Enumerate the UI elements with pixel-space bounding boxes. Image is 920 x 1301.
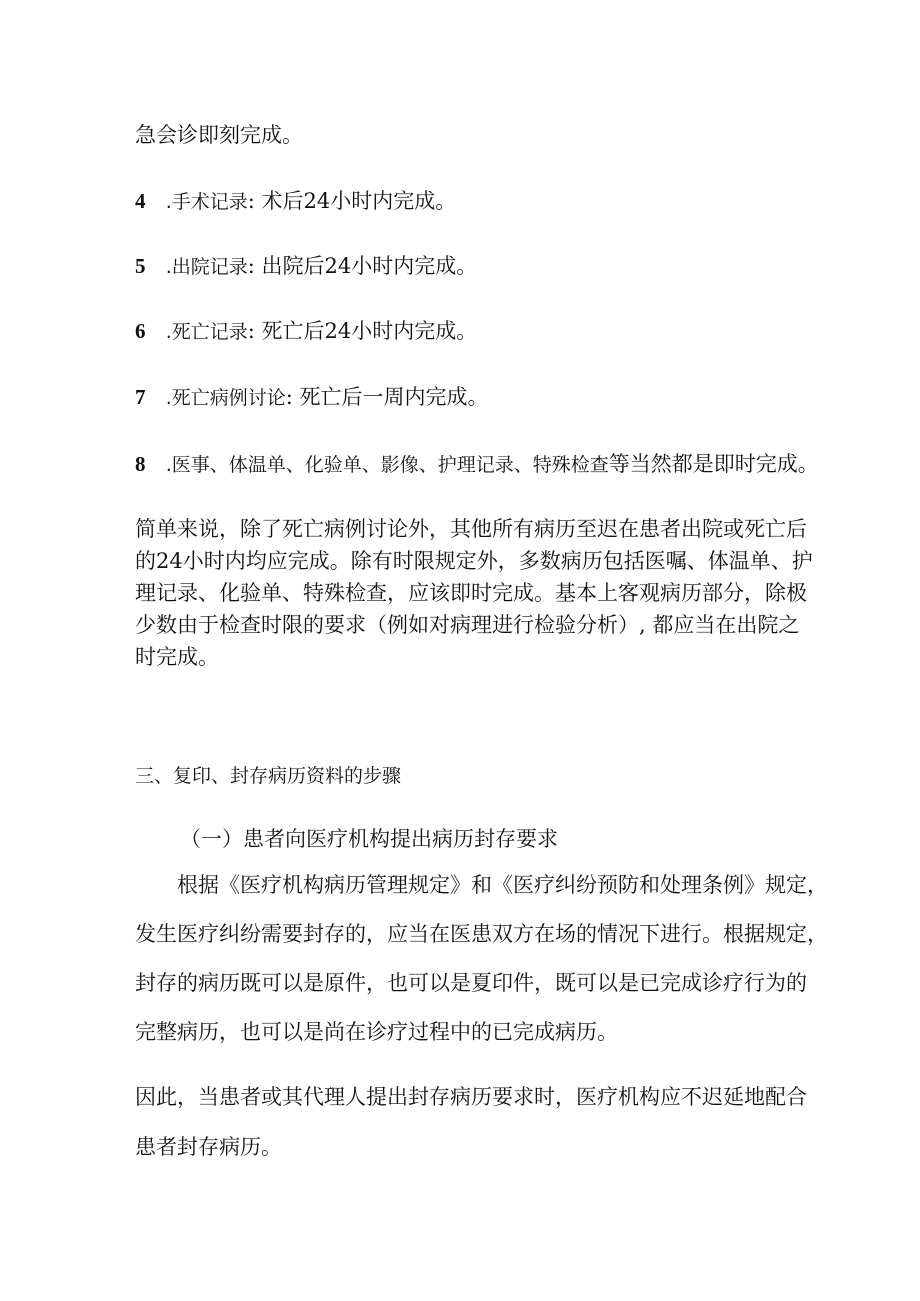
paragraph-line: 因此，当患者或其代理人提出封存病历要求时，医疗机构应不迟延地配合: [135, 1085, 807, 1109]
summary-paragraph: [135, 513, 813, 673]
list-item-number: 7: [135, 385, 146, 409]
list-item-text: 等当然都是即时完成。: [608, 452, 819, 476]
list-item: [135, 253, 477, 280]
list-item-number: 4: [135, 189, 146, 213]
paragraph-line: 少数由于检查时限的要求（例如对病理进行检验分析）, 都应当在出院之: [135, 613, 800, 637]
subsection-heading: （一）患者向医疗机构提出病历封存要求: [180, 827, 558, 851]
list-item-label: .手术记录: [165, 191, 248, 213]
list-item: [135, 188, 456, 215]
list-item-number: 6: [135, 319, 146, 343]
list-item: [135, 451, 819, 478]
list-item-text: : 出院后24小时内完成。: [247, 254, 478, 278]
section-heading: 三、复印、封存病历资料的步骤: [135, 765, 402, 787]
regulation-paragraph: [135, 869, 828, 1065]
paragraph-line: 发生医疗纠纷需要封存的，应当在医患双方在场的情况下进行。根据规定，: [135, 922, 828, 946]
list-item: [135, 318, 477, 345]
list-item-number: 8: [135, 452, 146, 476]
paragraph-line: 简单来说，除了死亡病例讨论外，其他所有病历至迟在患者出院或死亡后: [135, 517, 807, 541]
list-item-text: : 死亡后一周内完成。: [285, 385, 489, 409]
conclusion-paragraph: [135, 1081, 807, 1181]
paragraph-line: 患者封存病历。: [135, 1135, 282, 1159]
paragraph-line: 封存的病历既可以是原件，也可以是夏印件，既可以是已完成诊疗行为的: [135, 971, 807, 995]
paragraph-line: 时完成。: [135, 645, 219, 669]
list-item-text: : 死亡后24小时内完成。: [247, 319, 478, 343]
paragraph-line: 完整病历，也可以是尚在诊疗过程中的已完成病历。: [135, 1020, 618, 1044]
list-item-label: .出院记录: [165, 256, 248, 278]
list-item-number: 5: [135, 254, 146, 278]
paragraph-line: 根据《医疗机构病历管理规定》和《医疗纠纷预防和处理条例》规定，: [177, 873, 828, 897]
list-item-text: : 术后24小时内完成。: [247, 189, 457, 213]
list-item-label: .死亡病例讨论: [165, 387, 286, 409]
list-item: [135, 384, 488, 411]
intro-tail-text: 急会诊即刻完成。: [135, 123, 303, 147]
list-item-label: .医事、体温单、化验单、影像、护理记录、特殊检查: [165, 454, 609, 476]
list-item-label: .死亡记录: [165, 321, 248, 343]
paragraph-line: 的24小时内均应完成。除有时限规定外，多数病历包括医嘱、体温单、护: [135, 549, 813, 573]
paragraph-line: 理记录、化验单、特殊检查，应该即时完成。基本上客观病历部分，除极: [135, 581, 807, 605]
